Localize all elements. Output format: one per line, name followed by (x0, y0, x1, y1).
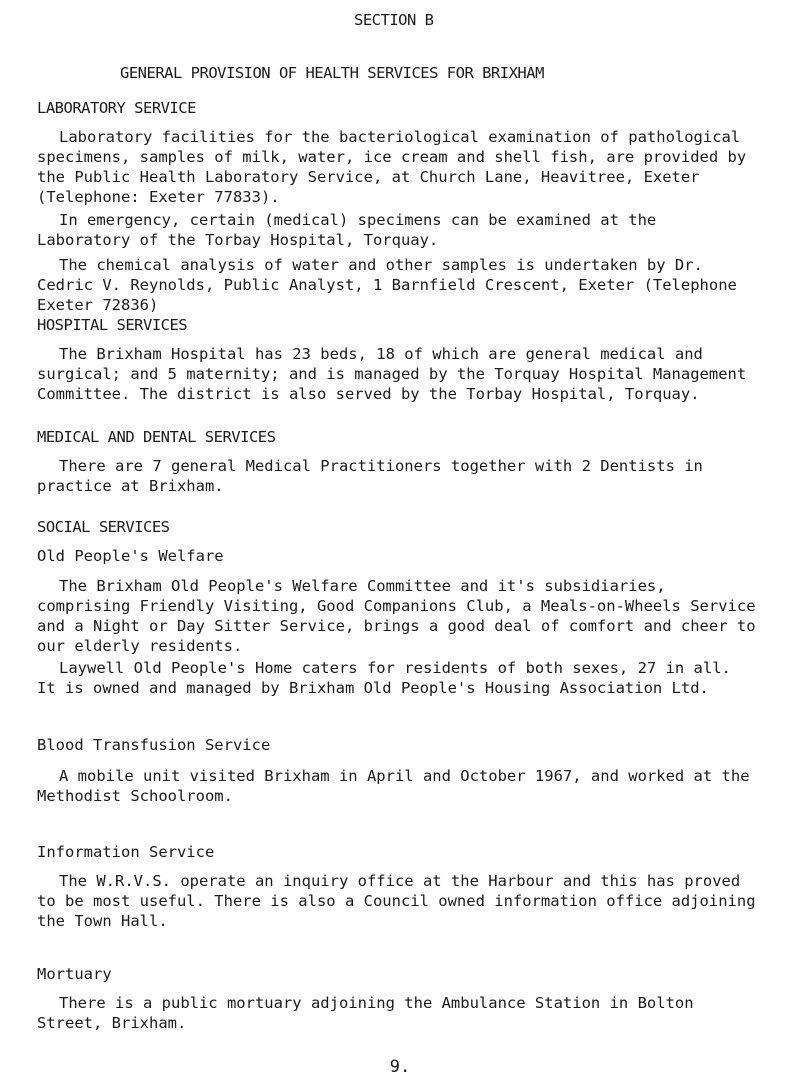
medical-paragraph: There are 7 general Medical Practitioners together with 2 Dentists in practice at Brixham. (37, 457, 703, 495)
page-number: 9. (389, 1057, 411, 1077)
information-heading: Information Service (37, 843, 215, 861)
laboratory-paragraph-1: Laboratory facilities for the bacteriological examination of pathological specimens, samples of milk, water, ice cream and shell fish, are provided by the Public Health Laboratory Service, at Church Lane, Heavitree, Exeter (Telephone: Exeter 77833). (37, 128, 747, 206)
medical-heading: MEDICAL AND DENTAL SERVICES (37, 428, 276, 446)
mortuary-heading: Mortuary (37, 965, 112, 983)
information-paragraph: The W.R.V.S. operate an inquiry office at the Harbour and this has proved to be most useful. There is also a Council owned information office adjoining the Town Hall. (37, 872, 756, 930)
social-paragraph-1: The Brixham Old People's Welfare Committee and it's subsidiaries, comprising Friendly Visiting, Good Companions Club, a Meals-on-Wheels Service and a Night or Day Sitter Service, brings a good deal of comfort and cheer to our elderly residents. (37, 577, 756, 655)
laboratory-paragraph-2: In emergency, certain (medical) specimens can be examined at the Laboratory of the Torbay Hospital, Torquay. (37, 211, 657, 249)
hospital-heading: HOSPITAL SERVICES (37, 316, 188, 334)
hospital-paragraph: The Brixham Hospital has 23 beds, 18 of which are general medical and surgical; and 5 maternity; and is managed by the Torquay Hospital Management Committee. The district is also served by the Torbay Hospital, Torquay. (37, 345, 747, 403)
blood-transfusion-paragraph: A mobile unit visited Brixham in April and October 1967, and worked at the Methodist Schoolroom. (37, 767, 750, 805)
mortuary-paragraph: There is a public mortuary adjoining the Ambulance Station in Bolton Street, Brixham. (37, 994, 694, 1032)
laboratory-paragraph-3: The chemical analysis of water and other samples is undertaken by Dr. Cedric V. Reynolds, Public Analyst, 1 Barnfield Crescent, Exeter (Telephone Exeter 72836) (37, 256, 737, 314)
old-peoples-welfare-subheading: Old People's Welfare (37, 547, 224, 565)
blood-transfusion-heading: Blood Transfusion Service (37, 736, 271, 754)
laboratory-heading: LABORATORY SERVICE (37, 99, 196, 117)
section-label: SECTION B (354, 11, 434, 29)
social-paragraph-2: Laywell Old People's Home caters for residents of both sexes, 27 in all. It is owned and managed by Brixham Old People's Housing Association Ltd. (37, 659, 731, 697)
page-title: GENERAL PROVISION OF HEALTH SERVICES FOR BRIXHAM (120, 64, 544, 82)
social-heading: SOCIAL SERVICES (37, 518, 170, 536)
